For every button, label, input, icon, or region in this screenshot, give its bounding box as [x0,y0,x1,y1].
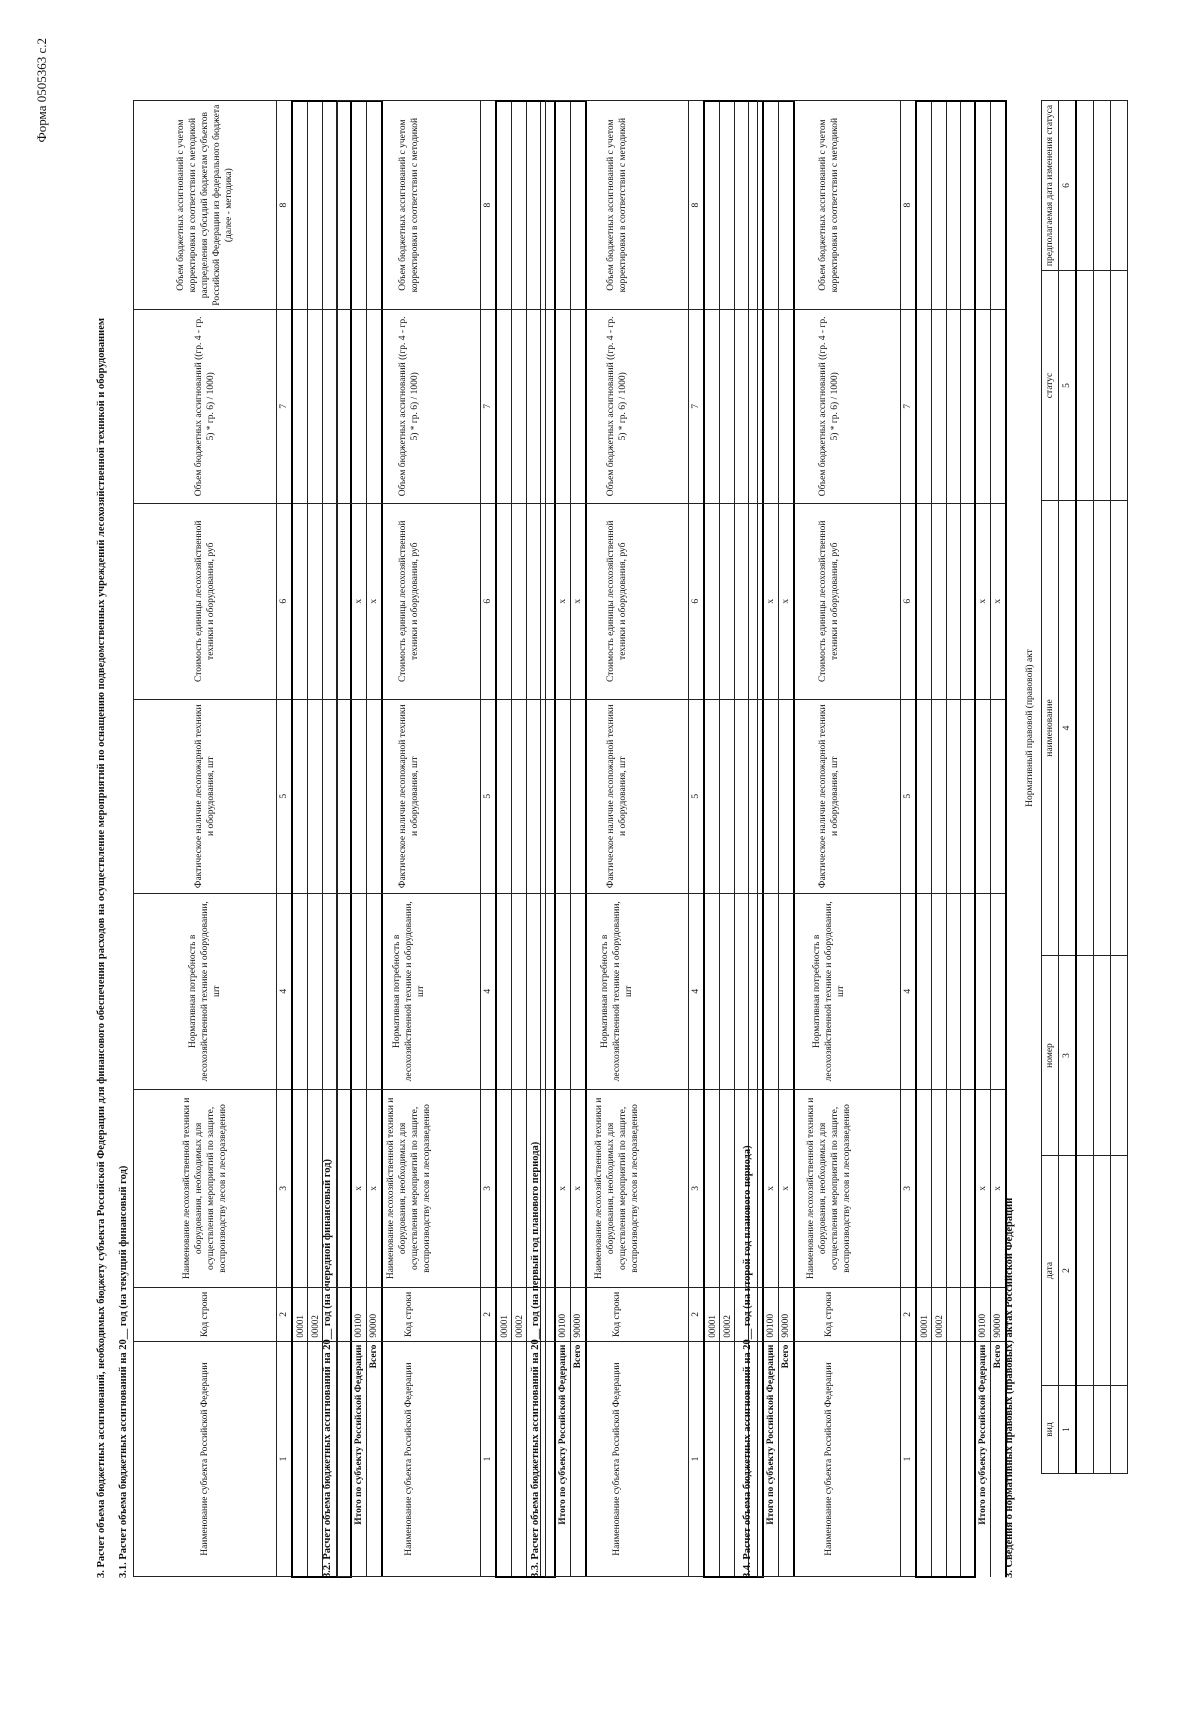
acts-cell[interactable] [1111,101,1128,271]
acts-cell[interactable] [1111,501,1128,956]
acts-cell[interactable] [1076,1156,1094,1386]
data-cell[interactable] [496,1089,512,1288]
header-c7: Объем бюджетных ассигнований ((гр. 4 - гр. 5) * гр. 6) / 1000) [338,309,481,503]
header-c8: Объем бюджетных ассигнований с учетом корректировки в соответствии с методикой [338,101,481,309]
data-cell[interactable] [292,699,308,893]
acts-col-number: номер [1042,956,1059,1156]
column-index: 6 [901,503,917,699]
header-c1: Наименование субъекта Российской Федерации [134,1341,277,1577]
column-index: 7 [277,309,293,503]
data-cell[interactable] [308,699,323,893]
calc-table [757,100,1007,1578]
subject-cell[interactable] [932,1341,947,1577]
data-cell[interactable] [512,699,527,893]
column-index: 3 [901,1089,917,1288]
data-cell[interactable] [975,101,991,309]
header-c2: Код строки [546,1288,689,1341]
x-mark: x [555,1089,571,1288]
data-cell[interactable] [932,699,947,893]
acts-cell[interactable] [1094,956,1111,1156]
column-index: 5 [277,699,293,893]
acts-cell[interactable] [1094,1386,1111,1474]
header-c2: Код строки [338,1288,481,1341]
total-subject-code: 00100 [763,1288,779,1341]
x-mark: x [367,1089,383,1288]
data-cell[interactable] [947,893,961,1089]
header-c8: Объем бюджетных ассигнований с учетом корректировки в соответствии с методикой распределения субсидий бюджетам субъектов Российской Федерации из федерального бюджета (далее - методика) [134,101,277,309]
column-index: 7 [689,309,705,503]
total-subject-code: 00100 [555,1288,571,1341]
row-code [961,1288,976,1341]
total-code: 90000 [367,1288,383,1341]
total-label: Всего [367,1341,383,1577]
header-c7: Объем бюджетных ассигнований ((гр. 4 - гр. 5) * гр. 6) / 1000) [758,309,901,503]
data-cell[interactable] [932,503,947,699]
header-c4: Нормативная потребность в лесохозяйственной технике и оборудовании, шт [758,893,901,1089]
data-cell[interactable] [975,699,991,893]
data-cell[interactable] [947,309,961,503]
acts-cell[interactable] [1076,501,1094,956]
data-cell[interactable] [496,309,512,503]
data-cell[interactable] [292,1089,308,1288]
data-cell[interactable] [292,309,308,503]
header-c8: Объем бюджетных ассигнований с учетом корректировки в соответствии с методикой [758,101,901,309]
data-cell[interactable] [308,101,323,309]
column-index: 4 [689,893,705,1089]
row-code: 00001 [916,1288,932,1341]
header-c1: Наименование субъекта Российской Федерации [546,1341,689,1577]
main-title: 3. Расчет объема бюджетных ассигнований, необходимых бюджету субъекта Российской Федерации для финансового обеспечения расходов на осуществление мероприятий по оснащению подведомственных учреждений лесохозяйственной техникой и оборудованием [96,317,107,1578]
header-c6: Стоимость единицы лесохозяйственной техники и оборудования, руб [338,503,481,699]
x-mark: x [779,503,795,699]
header-c7: Объем бюджетных ассигнований ((гр. 4 - гр. 5) * гр. 6) / 1000) [134,309,277,503]
data-cell[interactable] [720,101,735,309]
data-cell[interactable] [720,309,735,503]
column-index: 8 [689,101,705,309]
column-index: 3 [481,1089,497,1288]
acts-cell[interactable] [1094,271,1111,501]
data-cell[interactable] [704,503,720,699]
column-index: 7 [901,309,917,503]
row-code: 00002 [720,1288,735,1341]
acts-group-header: Нормативный правовой (правовой) акт [1025,649,1035,807]
header-c6: Стоимость единицы лесохозяйственной техники и оборудования, руб [758,503,901,699]
x-mark: x [763,503,779,699]
calc-section-4 [742,100,1007,1578]
data-cell[interactable] [308,503,323,699]
data-cell[interactable] [292,893,308,1089]
column-index: 5 [901,699,917,893]
total-subject-label: Итого по субъекту Российской Федерации [763,1341,779,1577]
x-mark: x [351,1089,367,1288]
total-subject-label: Итого по субъекту Российской Федерации [975,1341,991,1577]
acts-cell[interactable] [1076,271,1094,501]
x-mark: x [975,1089,991,1288]
header-c6: Стоимость единицы лесохозяйственной техники и оборудования, руб [134,503,277,699]
column-index: 7 [481,309,497,503]
acts-cell[interactable] [1111,271,1128,501]
total-label: Всего [571,1341,587,1577]
header-c4: Нормативная потребность в лесохозяйственной технике и оборудовании, шт [134,893,277,1089]
data-cell[interactable] [932,309,947,503]
column-index: 1 [277,1341,293,1577]
data-cell[interactable] [916,101,932,309]
total-label: Всего [779,1341,795,1577]
column-index: 4 [481,893,497,1089]
acts-col-type: вид [1042,1386,1059,1474]
form-code: Форма 0505363 с.2 [34,38,49,143]
acts-cell[interactable] [1076,1386,1094,1474]
x-mark: x [367,503,383,699]
x-mark: x [779,1089,795,1288]
data-cell[interactable] [916,893,932,1089]
total-code: 90000 [571,1288,587,1341]
subject-cell[interactable] [720,1341,735,1577]
acts-section [1004,100,1128,1578]
column-index: 3 [689,1089,705,1288]
data-cell[interactable] [512,1089,527,1288]
data-cell[interactable] [916,309,932,503]
header-c1: Наименование субъекта Российской Федерации [338,1341,481,1577]
total-subject-code: 00100 [351,1288,367,1341]
column-index: 2 [901,1288,917,1341]
acts-index: 5 [1059,271,1077,501]
header-c3: Наименование лесохозяйственной техники и оборудования, необходимых для осуществления мероприятий по защите, воспроизводству лесов и лесоразведению [338,1089,481,1288]
data-cell[interactable] [512,309,527,503]
subject-cell[interactable] [292,1341,308,1577]
x-mark: x [763,1089,779,1288]
column-index: 1 [901,1341,917,1577]
header-c4: Нормативная потребность в лесохозяйственной технике и оборудовании, шт [546,893,689,1089]
header-c3: Наименование лесохозяйственной техники и оборудования, необходимых для осуществления мероприятий по защите, воспроизводству лесов и лесоразведению [546,1089,689,1288]
acts-cell[interactable] [1111,956,1128,1156]
subject-cell[interactable] [961,1341,976,1577]
column-index: 6 [277,503,293,699]
data-cell[interactable] [720,503,735,699]
section-title: 3.1. Расчет объема бюджетных ассигнований на 20__ год (на текущий финансовый год) [118,1165,129,1578]
data-cell[interactable] [947,101,961,309]
column-index: 2 [689,1288,705,1341]
data-cell[interactable] [947,503,961,699]
acts-index: 2 [1059,1156,1077,1386]
column-index: 8 [277,101,293,309]
data-cell[interactable] [916,503,932,699]
data-cell[interactable] [961,1089,976,1288]
acts-cell[interactable] [1076,101,1094,271]
data-cell[interactable] [292,101,308,309]
row-code: 00001 [704,1288,720,1341]
data-cell[interactable] [496,503,512,699]
total-subject-code: 00100 [975,1288,991,1341]
x-mark: x [991,503,1007,699]
total-code: 90000 [991,1288,1007,1341]
column-index: 1 [481,1341,497,1577]
subject-cell[interactable] [704,1341,720,1577]
header-c5: Фактическое наличие лесопожарной техники и оборудования, шт [546,699,689,893]
acts-cell[interactable] [1076,956,1094,1156]
header-c5: Фактическое наличие лесопожарной техники и оборудования, шт [338,699,481,893]
column-index: 8 [901,101,917,309]
data-cell[interactable] [916,699,932,893]
acts-cell[interactable] [1111,1386,1128,1474]
header-c3: Наименование лесохозяйственной техники и оборудования, необходимых для осуществления мероприятий по защите, воспроизводству лесов и лесоразведению [758,1089,901,1288]
x-mark: x [975,503,991,699]
acts-cell[interactable] [1094,501,1111,956]
x-mark: x [571,503,587,699]
header-c5: Фактическое наличие лесопожарной техники и оборудования, шт [134,699,277,893]
data-cell[interactable] [947,1089,961,1288]
data-cell[interactable] [947,699,961,893]
acts-index: 3 [1059,956,1077,1156]
data-cell[interactable] [308,1089,323,1288]
data-cell[interactable] [308,893,323,1089]
total-subject-label: Итого по субъекту Российской Федерации [351,1341,367,1577]
data-cell[interactable] [704,893,720,1089]
acts-cell[interactable] [1094,1156,1111,1386]
acts-index: 1 [1059,1386,1077,1474]
column-index: 5 [689,699,705,893]
header-c6: Стоимость единицы лесохозяйственной техники и оборудования, руб [546,503,689,699]
data-cell[interactable] [961,699,976,893]
section-title: 3.3. Расчет объема бюджетных ассигнований на 20__ год (на первый год планового периода) [530,1141,541,1578]
acts-title: 3. Сведения о нормативных правовых (правовых) актах Российской Федерации [1004,1197,1015,1578]
subject-cell[interactable] [308,1341,323,1577]
header-c2: Код строки [134,1288,277,1341]
column-index: 5 [481,699,497,893]
header-c8: Объем бюджетных ассигнований с учетом корректировки в соответствии с методикой [546,101,689,309]
section-title: 3.2. Расчет объема бюджетных ассигнований на 20__ год (на очередной финансовый год) [322,1158,333,1578]
data-cell[interactable] [720,893,735,1089]
data-cell[interactable] [961,893,976,1089]
column-index: 8 [481,101,497,309]
acts-index: 4 [1059,501,1077,956]
column-index: 1 [689,1341,705,1577]
data-cell[interactable] [975,309,991,503]
row-code: 00002 [932,1288,947,1341]
data-cell[interactable] [292,503,308,699]
data-cell[interactable] [512,503,527,699]
data-cell[interactable] [720,1089,735,1288]
data-cell[interactable] [704,101,720,309]
subject-cell[interactable] [916,1341,932,1577]
data-cell[interactable] [932,101,947,309]
data-cell[interactable] [308,309,323,503]
acts-index: 6 [1059,101,1077,271]
row-code [947,1288,961,1341]
acts-col-status: статус [1042,271,1059,501]
column-index: 3 [277,1089,293,1288]
acts-cell[interactable] [1094,101,1111,271]
total-code: 90000 [779,1288,795,1341]
acts-table [1019,100,1128,1474]
data-cell[interactable] [961,503,976,699]
x-mark: x [991,1089,1007,1288]
acts-col-name: наименование [1042,501,1059,956]
column-index: 2 [277,1288,293,1341]
data-cell[interactable] [916,1089,932,1288]
section-title: 3.4. Расчет объема бюджетных ассигнований на 20__ год (на второй год планового периода) [742,1145,753,1578]
row-code: 00002 [512,1288,527,1341]
x-mark: x [555,503,571,699]
data-cell[interactable] [961,309,976,503]
data-cell[interactable] [975,893,991,1089]
data-cell[interactable] [961,101,976,309]
data-cell[interactable] [496,699,512,893]
subject-cell[interactable] [947,1341,961,1577]
header-c1: Наименование субъекта Российской Федерации [758,1341,901,1577]
row-code: 00001 [292,1288,308,1341]
column-index: 4 [277,893,293,1089]
acts-col-status-date: предполагаемая дата изменения статуса [1042,101,1059,271]
row-code: 00002 [308,1288,323,1341]
column-index: 2 [481,1288,497,1341]
column-index: 6 [481,503,497,699]
header-c4: Нормативная потребность в лесохозяйственной технике и оборудовании, шт [338,893,481,1089]
column-index: 4 [901,893,917,1089]
column-index: 6 [689,503,705,699]
subject-cell[interactable] [512,1341,527,1577]
acts-col-date: дата [1042,1156,1059,1386]
data-cell[interactable] [496,893,512,1089]
data-cell[interactable] [720,699,735,893]
data-cell[interactable] [512,101,527,309]
data-cell[interactable] [932,1089,947,1288]
data-cell[interactable] [704,309,720,503]
header-c7: Объем бюджетных ассигнований ((гр. 4 - гр. 5) * гр. 6) / 1000) [546,309,689,503]
row-code: 00001 [496,1288,512,1341]
header-c3: Наименование лесохозяйственной техники и оборудования, необходимых для осуществления мероприятий по защите, воспроизводству лесов и лесоразведению [134,1089,277,1288]
data-cell[interactable] [932,893,947,1089]
total-label: Всего [991,1341,1007,1577]
x-mark: x [351,503,367,699]
acts-cell[interactable] [1111,1156,1128,1386]
header-c2: Код строки [758,1288,901,1341]
x-mark: x [571,1089,587,1288]
data-cell[interactable] [512,893,527,1089]
data-cell[interactable] [704,699,720,893]
total-subject-label: Итого по субъекту Российской Федерации [555,1341,571,1577]
data-cell[interactable] [496,101,512,309]
data-cell[interactable] [704,1089,720,1288]
subject-cell[interactable] [496,1341,512,1577]
header-c5: Фактическое наличие лесопожарной техники и оборудования, шт [758,699,901,893]
